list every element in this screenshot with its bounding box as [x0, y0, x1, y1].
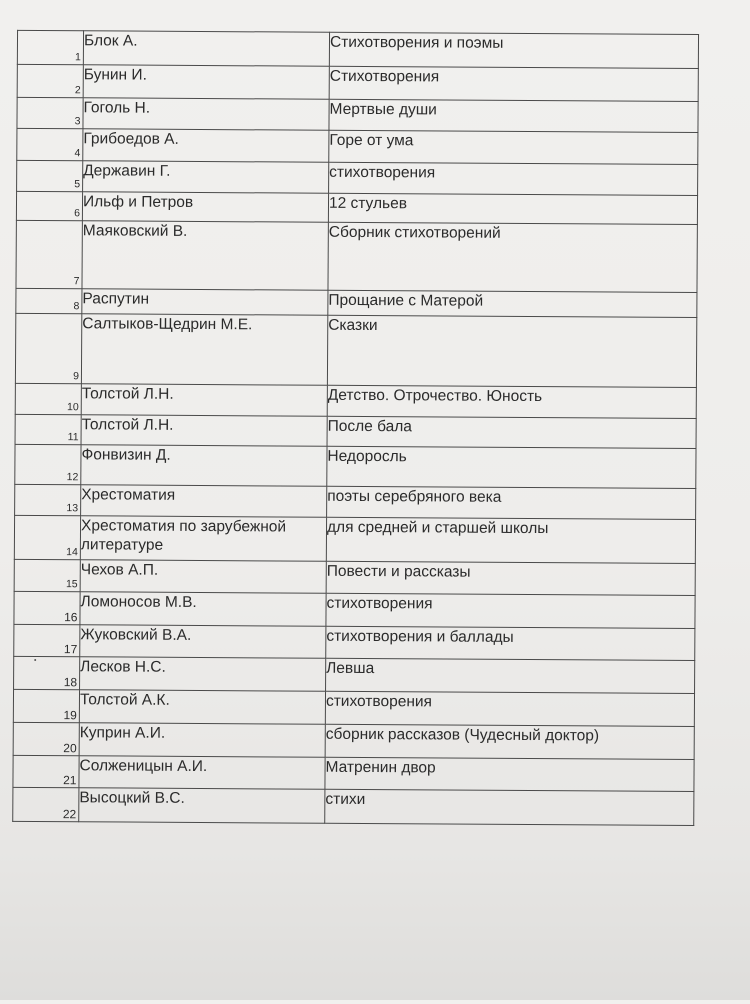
author-cell: Лесков Н.С. [80, 657, 326, 692]
title-cell: для средней и старшей школы [326, 517, 695, 563]
author-cell: Гоголь Н. [83, 98, 329, 131]
table-row [15, 414, 696, 448]
book-list-body [13, 30, 699, 825]
row-number: 13 [66, 502, 79, 515]
table-row [14, 515, 695, 563]
title-cell: стихотворения [326, 593, 695, 628]
author-cell: Ломоносов М.В. [80, 592, 326, 627]
title-cell: Стихотворения и поэмы [329, 32, 698, 68]
table-row [14, 624, 695, 660]
author-cell: Хрестоматия по зарубежной литературе [80, 516, 326, 562]
title-cell: стихотворения [329, 162, 698, 195]
author-cell: Салтыков-Щедрин М.Е. [81, 314, 327, 386]
table-row [13, 755, 694, 791]
author-cell: Хрестоматия [81, 485, 327, 518]
title-cell: стихотворения и баллады [326, 626, 695, 660]
author-cell: Державин Г. [83, 161, 329, 194]
row-number: 18 [63, 675, 78, 690]
table-row [14, 559, 695, 595]
title-cell: Повести и рассказы [326, 561, 695, 595]
row-number: 6 [74, 207, 80, 220]
table-row [15, 484, 696, 519]
row-number: 9 [73, 370, 79, 383]
title-cell: поэты серебряного века [327, 486, 696, 519]
row-number: 14 [66, 546, 78, 559]
row-number-cell [14, 515, 80, 559]
table-row [13, 689, 694, 726]
row-number-cell [16, 220, 82, 288]
table-row [17, 97, 698, 132]
row-number-cell [17, 97, 83, 128]
row-number: 5 [74, 178, 81, 191]
author-cell: Толстой Л.Н. [81, 415, 327, 447]
title-cell: 12 стульев [328, 193, 697, 224]
row-number-cell [13, 689, 79, 722]
row-number-cell [17, 128, 83, 160]
title-cell: Мертвые души [329, 99, 698, 132]
row-number-cell [14, 656, 80, 689]
row-number: 17 [63, 642, 78, 657]
row-number-cell [15, 484, 81, 515]
row-number-cell [15, 414, 81, 444]
table-row [16, 191, 697, 224]
row-number-cell [14, 591, 80, 624]
table-row [13, 787, 694, 825]
row-number: 22 [62, 807, 77, 822]
author-cell: Маяковский В. [82, 221, 328, 291]
author-cell: Жуковский В.А. [80, 625, 326, 659]
title-cell: Стихотворения [329, 66, 698, 101]
row-number: 12 [66, 471, 79, 484]
author-cell: Блок А. [83, 31, 329, 67]
table-row [17, 128, 698, 164]
row-number: 15 [65, 578, 78, 591]
row-number: 7 [73, 275, 80, 288]
title-cell: После бала [327, 416, 696, 448]
title-cell: Левша [326, 658, 695, 693]
row-number: 16 [64, 610, 78, 625]
title-cell: Сборник стихотворений [328, 222, 697, 292]
row-number: 21 [63, 773, 77, 788]
row-number: 19 [63, 708, 77, 723]
table-row [15, 444, 696, 488]
row-number-cell [15, 444, 81, 484]
title-cell: Прощание с Матерой [328, 290, 697, 317]
row-number-cell [13, 787, 79, 821]
author-cell: Ильф и Петров [82, 192, 328, 223]
author-cell: Распутин [82, 289, 328, 316]
author-cell: Грибоедов А. [83, 129, 329, 163]
author-cell: Высоцкий В.С. [79, 788, 325, 824]
author-cell: Толстой А.К. [79, 690, 325, 725]
row-number: 11 [67, 431, 79, 444]
table-row [16, 220, 697, 292]
row-number: 10 [67, 401, 79, 414]
row-number-cell [17, 30, 83, 64]
table-row [13, 722, 694, 759]
row-number: 3 [74, 115, 81, 128]
row-number-cell [13, 722, 79, 755]
stray-ink-mark [34, 659, 36, 661]
table-row [14, 656, 695, 693]
row-number: 8 [73, 300, 80, 313]
title-cell: Матренин двор [325, 757, 694, 791]
row-number: 4 [74, 147, 81, 160]
row-number-cell [16, 288, 82, 313]
title-cell: Горе от ума [329, 130, 698, 164]
author-cell: Солженицын А.И. [79, 756, 325, 790]
title-cell: Детство. Отрочество. Юность [327, 385, 696, 418]
row-number: 1 [75, 51, 81, 64]
row-number-cell [14, 559, 80, 591]
title-cell: Сказки [327, 315, 696, 387]
table-row [15, 383, 696, 418]
table-row [17, 160, 698, 195]
author-cell: Фонвизин Д. [81, 445, 327, 487]
author-cell: Бунин И. [83, 65, 329, 100]
table-row [17, 30, 698, 68]
title-cell: сборник рассказов (Чудесный доктор) [325, 724, 694, 759]
row-number-cell [16, 191, 82, 220]
row-number: 2 [74, 84, 81, 97]
title-cell: Недоросль [327, 446, 696, 488]
table-row [15, 313, 696, 387]
author-cell: Куприн А.И. [79, 723, 325, 758]
row-number-cell [15, 383, 81, 414]
title-cell: стихотворения [325, 691, 694, 726]
row-number-cell [17, 160, 83, 191]
author-cell: Чехов А.П. [80, 560, 326, 594]
table-row [14, 591, 695, 628]
book-list-table [12, 30, 699, 826]
author-cell: Толстой Л.Н. [81, 384, 327, 417]
title-cell: стихи [325, 789, 694, 825]
row-number-cell [14, 624, 80, 656]
row-number: 20 [63, 741, 77, 756]
row-number-cell [17, 64, 83, 97]
table-row [17, 64, 698, 101]
row-number-cell [15, 313, 81, 383]
row-number-cell [13, 755, 79, 787]
